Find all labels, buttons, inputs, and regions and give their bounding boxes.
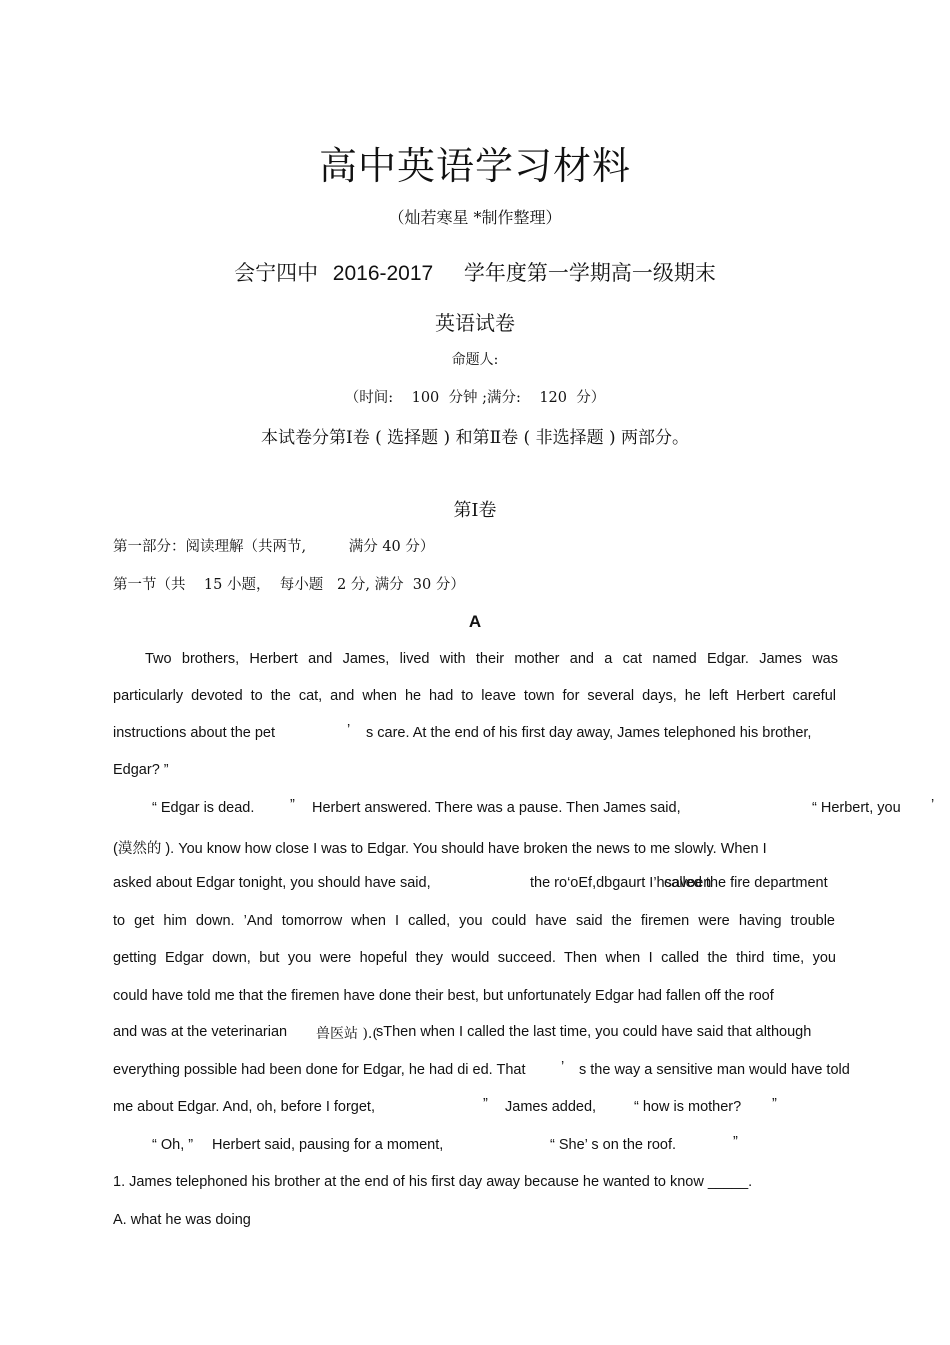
passage-line-10: could have told me that the firemen have done their best, but unfortunately Edgar had fallen off the roof xyxy=(113,988,774,1004)
passage-line-13b: ” xyxy=(483,1096,488,1112)
question-1-stem: 1. James telephoned his brother at the end of his first day away because he wanted to know _____. xyxy=(113,1174,753,1190)
exam-title-school: 会宁四中 xyxy=(234,261,319,285)
time-info: （时间: 100 分钟 ;满分: 120 分） xyxy=(344,390,606,406)
passage-line-5b: ” xyxy=(290,797,295,813)
passage-line-12c: s the way a sensitive man would have told xyxy=(579,1062,850,1078)
passage-line-8: to get him down. ’And tomorrow when I called, you could have said the firemen were having trouble xyxy=(113,913,835,929)
passage-line-6: (漠然的 ). You know how close I was to Edgar. You should have broken the news to me slowly. When I xyxy=(113,841,767,857)
passage-line-5e: ’ xyxy=(931,797,935,813)
section1-heading: 第一节（共 15 小题， 每小题 2 分, 满分 30 分） xyxy=(113,577,465,593)
passage-line-12a: everything possible had been done for Edgar, he had di ed. That xyxy=(113,1062,526,1078)
passage-label: A xyxy=(468,612,482,631)
paper-name: 英语试卷 xyxy=(435,311,515,335)
passage-line-13a: me about Edgar. And, oh, before I forget, xyxy=(113,1099,375,1115)
passage-line-7a: asked about Edgar tonight, you should have said, xyxy=(113,875,431,891)
passage-line-5c: Herbert answered. There was a pause. Then James said, xyxy=(312,800,681,816)
passage-line-7b: the ro‘oEf,dbgaurt I’hsavoen xyxy=(530,875,712,891)
passage-line-14a: “ Oh, ” xyxy=(152,1137,194,1153)
passage-line-5d: “ Herbert, you xyxy=(812,800,901,816)
passage-line-11a: and was at the veterinarian xyxy=(113,1024,288,1040)
passage-line-4: Edgar? ” xyxy=(113,762,169,778)
passage-line-7c: called the fire department xyxy=(664,875,828,891)
exam-title-term: 学年度第一学期高一级期末 xyxy=(463,261,716,285)
subtitle: （灿若寒星 *制作整理） xyxy=(388,208,562,227)
structure-note: 本试卷分第Ⅰ卷 ( 选择题 ) 和第Ⅱ卷 ( 非选择题 ) 两部分。 xyxy=(260,428,690,448)
passage-line-3b: ’ xyxy=(347,722,351,738)
passage-line-2: particularly devoted to the cat, and when he had to leave town for several days, he left Herbert careful xyxy=(113,688,836,704)
passage-line-14b: Herbert said, pausing for a moment, xyxy=(212,1137,444,1153)
passage-line-13d: “ how is mother? xyxy=(634,1099,742,1115)
volume-title: 第Ⅰ卷 xyxy=(453,500,497,521)
passage-line-13e: ” xyxy=(772,1096,777,1112)
question-1-option-a: A. what he was doing xyxy=(113,1212,251,1228)
part1-heading xyxy=(113,535,434,556)
part1-heading-b: 满分 40 分） xyxy=(348,539,435,555)
passage-line-5a: “ Edgar is dead. xyxy=(152,800,255,816)
passage-line-9: getting Edgar down, but you were hopeful they would succeed. Then when I called the third time, you xyxy=(113,950,836,966)
exam-title xyxy=(0,257,950,287)
passage-line-12b: ’ xyxy=(561,1059,565,1075)
exam-title-years: 2016-2017 xyxy=(332,262,434,285)
passage-line-13c: James added, xyxy=(505,1099,597,1115)
author-label: 命题人: xyxy=(451,352,499,368)
passage-line-11c: sThen when I called the last time, you could have said that although xyxy=(376,1024,812,1040)
passage-line-3c: s care. At the end of his first day away, James telephoned his brother, xyxy=(366,725,812,741)
passage-line-14c: “ She’ s on the roof. xyxy=(550,1137,677,1153)
passage-line-1: Two brothers, Herbert and James, lived with their mother and a cat named Edgar. James was xyxy=(145,651,838,667)
part1-heading-a: 第一部分：阅读理解（共两节, xyxy=(113,539,307,555)
passage-line-3a: instructions about the pet xyxy=(113,725,276,741)
main-title: 高中英语学习材料 xyxy=(318,144,631,188)
passage-line-11b: 兽医站 ).( xyxy=(316,1026,378,1042)
passage-line-14d: ” xyxy=(733,1134,738,1150)
